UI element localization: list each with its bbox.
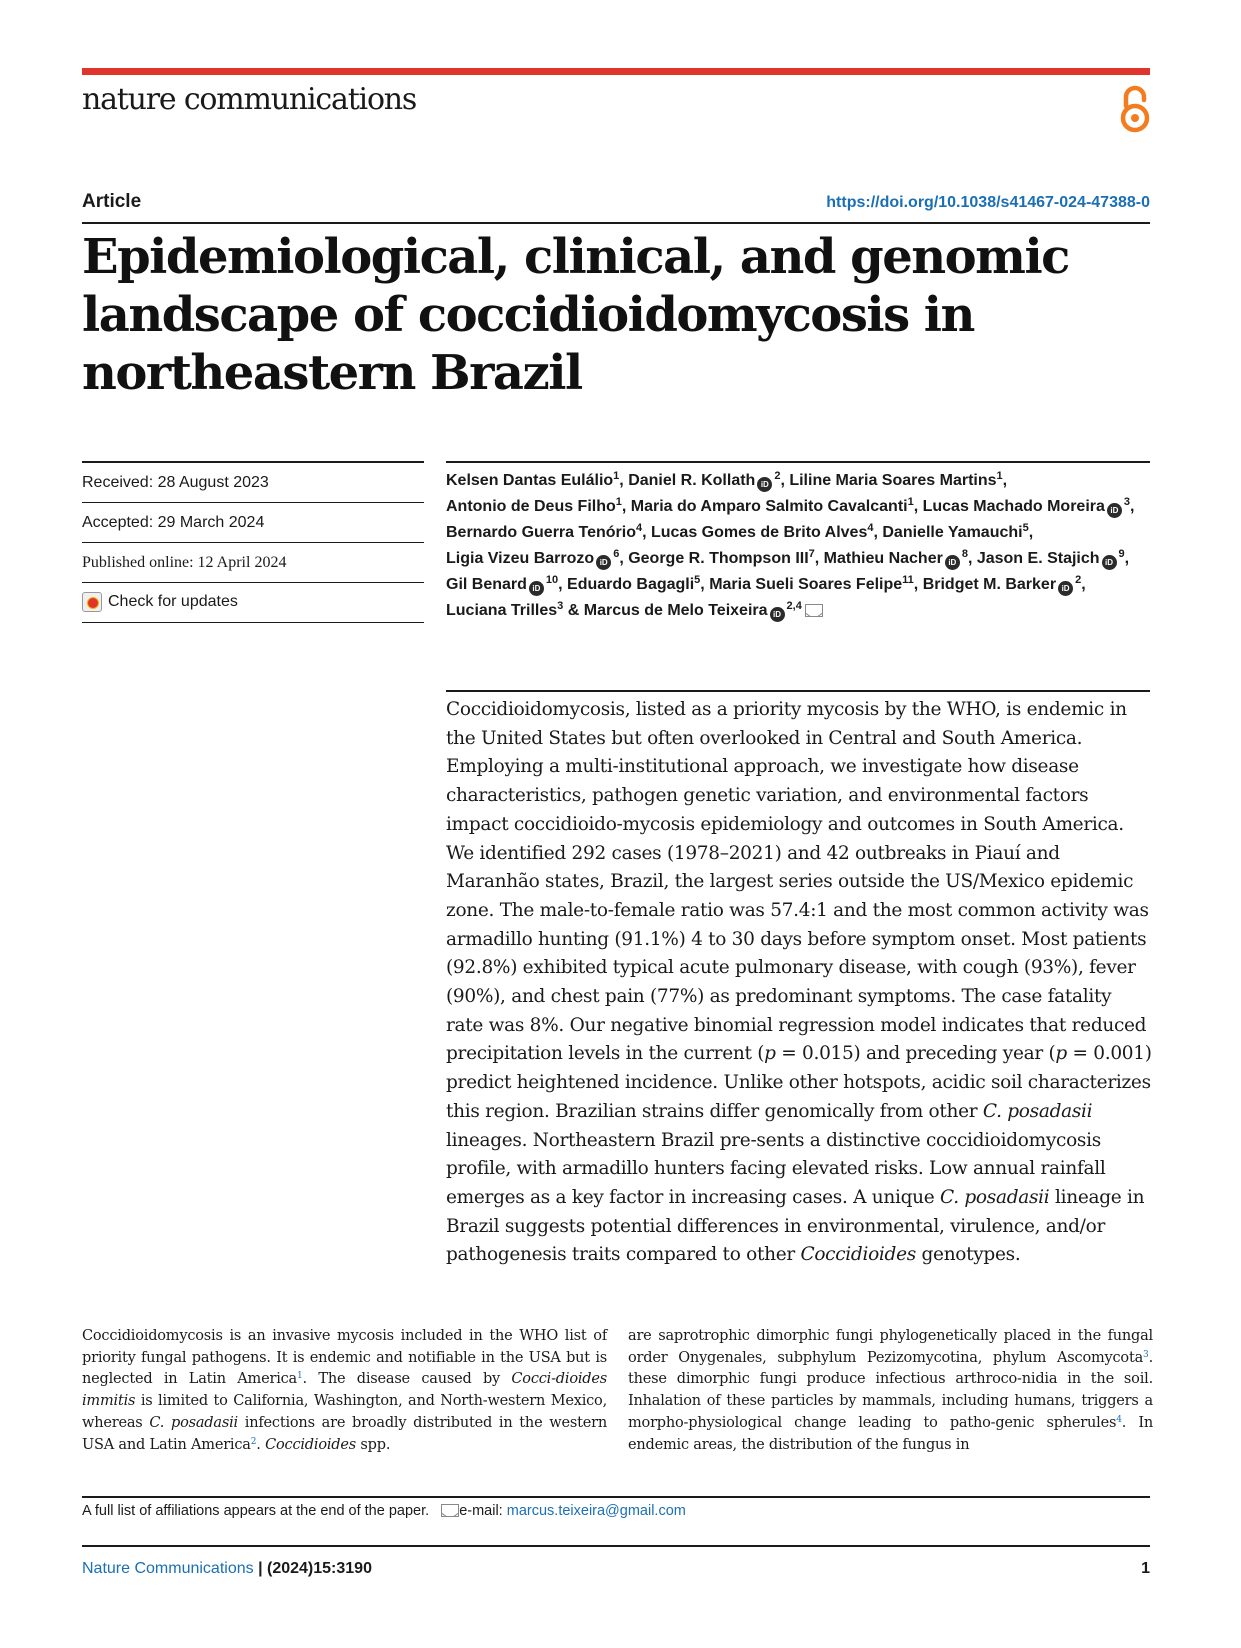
- author-name[interactable]: Lucas Gomes de Brito Alves$^4$: [650, 522, 874, 541]
- author-list: Kelsen Dantas Eulálio$^1$, Daniel R. Kollath $iD^2$, Liline Maria Soares Martins$^1$, Antonio de Deus Filho$^1$, Maria do Amparo Salmito Cavalcanti$^1$, Lucas Machado Moreira $iD^3$, Bernardo Guerra Tenório$^4$, Lucas Gomes de Brito Alves$^4$, Danielle Yamauchi$^5$, Ligia Vizeu Barrozo $iD^6$, George R. Thompson III$^7$, Mathieu Nacher $iD^8$, Jason E. Stajich $iD^9$, Gil Benard $iD^{10}$, Eduardo Bagagli$^5$, Maria Sueli Soares Felipe$^{11}$, Bridget M. Barker $iD^2$, Luciana Trilles$^3$ & Marcus de Melo Teixeira iD$^{2,4}$: [446, 468, 1156, 624]
- orcid-icon[interactable]: iD: [1102, 555, 1117, 570]
- author-name[interactable]: Marcus de Melo Teixeira iD$^{2,4}$: [584, 602, 823, 619]
- doi-link[interactable]: https://doi.org/10.1038/s41467-024-47388-0: [826, 194, 1150, 211]
- affiliation-number: 5: [694, 574, 701, 586]
- check-updates-icon: [82, 592, 102, 612]
- author-name[interactable]: Kelsen Dantas Eulálio$^1$: [446, 470, 620, 489]
- author-name[interactable]: Daniel R. Kollath $iD^2$: [628, 472, 780, 489]
- orcid-icon[interactable]: iD: [1107, 503, 1122, 518]
- mail-icon: [441, 1504, 459, 1517]
- orcid-icon[interactable]: iD: [1058, 581, 1073, 596]
- affiliation-number: 11: [902, 574, 914, 586]
- author-name[interactable]: Ligia Vizeu Barrozo $iD^6$: [446, 550, 619, 567]
- affiliation-number: 10: [545, 574, 559, 586]
- title-divider: [82, 222, 1150, 224]
- corresponding-email-link[interactable]: marcus.teixeira@gmail.com: [506, 1503, 686, 1519]
- affiliation-number: 4: [635, 522, 643, 534]
- article-dates: [82, 461, 424, 623]
- author-name[interactable]: Maria do Amparo Salmito Cavalcanti$^1$: [630, 496, 914, 515]
- open-access-icon: [1118, 84, 1152, 134]
- abstract: Coccidioidomycosis, listed as a priority mycosis by the WHO, is endemic in the United States but often overlooked in Central and South America. Employing a multi-institutional approach, we investigate how disease characteristics, pathogen genetic variation, and environmental factors impact coccidioido-mycosis epidemiology and outcomes in South America. We identified 292 cases (1978–2021) and 42 outbreaks in Piauí and Maranhão states, Brazil, the largest series outside the US/Mexico epidemic zone. The male-to-female ratio was 57.4:1 and the most common activity was armadillo hunting (91.1%) 4 to 30 days before symptom onset. Most patients (92.8%) exhibited typical acute pulmonary disease, with cough (93%), fever (90%), and chest pain (77%) as predominant symptoms. The case fatality rate was 8%. Our negative binomial regression model indicates that reduced precipitation levels in the current (p = 0.015) and preceding year (p = 0.001) predict heightened incidence. Unlike other hotspots, acidic soil characterizes this region. Brazilian strains differ genomically from other C. posadasii lineages. Northeastern Brazil pre-sents a distinctive coccidioidomycosis profile, with armadillo hunters facing elevated risks. Low annual rainfall emerges as a key factor in increasing cases. A unique C. posadasii lineage in Brazil suggests potential differences in environmental, virulence, and/or pathogenesis traits compared to other Coccidioides genotypes.: [446, 699, 1152, 1266]
- affiliation-number: 7: [808, 548, 815, 560]
- affiliation-number: 9: [1118, 548, 1125, 560]
- affiliation-number: 3: [557, 600, 564, 612]
- page-number: 1: [1141, 1560, 1150, 1577]
- author-name[interactable]: Danielle Yamauchi$^5$: [882, 522, 1029, 541]
- affiliation-number: 6: [613, 548, 620, 560]
- affiliation-number: 3: [1123, 496, 1131, 508]
- abstract-top-rule: [446, 690, 1150, 692]
- affiliation-number: 2: [1075, 574, 1082, 586]
- page-footer: [82, 1560, 372, 1578]
- affiliation-number: 1: [613, 470, 620, 482]
- published-date: Published online: 12 April 2024: [82, 543, 424, 583]
- body-text-column-right: are saprotrophic dimorphic fungi phylogenetically placed in the fungal order Onygenales, subphylum Pezizomycotina, phylum Ascomycota$^3$. these dimorphic fungi produce infectious arthroco-nidia in the soil. Inhalation of these particles by mammals, including humans, triggers a morpho-physiological change leading to patho-genic spherules$^4$. In endemic areas, the distribution of the fungus in: [628, 1328, 1153, 1453]
- received-date: Received: 28 August 2023: [82, 463, 424, 503]
- article-title: Epidemiological, clinical, and genomic landscape of coccidioidomycosis in northeastern Brazil: [82, 229, 1069, 401]
- affiliation-number: 1: [615, 496, 622, 508]
- footer-citation: | (2024)15:3190: [253, 1560, 372, 1577]
- affiliation-number: 5: [1022, 522, 1029, 534]
- orcid-icon[interactable]: iD: [596, 555, 611, 570]
- header-accent-bar: [82, 68, 1150, 75]
- orcid-icon[interactable]: iD: [529, 581, 544, 596]
- check-updates-button[interactable]: [82, 583, 424, 623]
- orcid-icon[interactable]: iD: [945, 555, 960, 570]
- author-name[interactable]: Eduardo Bagagli$^5$: [567, 574, 701, 593]
- footer-rule: [82, 1545, 1150, 1547]
- author-name[interactable]: Mathieu Nacher $iD^8$: [824, 550, 968, 567]
- author-name[interactable]: Maria Sueli Soares Felipe$^{11}$: [709, 574, 914, 593]
- author-name[interactable]: Antonio de Deus Filho$^1$: [446, 496, 622, 515]
- check-updates-label: Check for updates: [108, 593, 238, 610]
- affiliation-number: 2: [774, 470, 781, 482]
- author-name[interactable]: George R. Thompson III$^7$: [628, 548, 815, 567]
- article-type-label: Article: [82, 191, 142, 212]
- author-name[interactable]: Liline Maria Soares Martins$^1$: [789, 470, 1003, 489]
- affiliation-number: 4: [867, 522, 874, 534]
- authors-top-rule: [446, 461, 1150, 463]
- footer-journal-link[interactable]: Nature Communications: [82, 1560, 254, 1577]
- author-name[interactable]: Gil Benard $iD^{10}$: [446, 576, 558, 593]
- author-name[interactable]: Bridget M. Barker $iD^2$: [923, 576, 1082, 593]
- affiliations-text: A full list of affiliations appears at the end of the paper.: [82, 1503, 430, 1519]
- affiliations-note: [82, 1503, 686, 1519]
- author-name[interactable]: Luciana Trilles$^3$: [446, 600, 564, 619]
- affiliation-number: 1: [907, 496, 914, 508]
- journal-name: nature communications: [82, 82, 417, 117]
- affiliation-number: 8: [961, 548, 968, 560]
- email-label: e-mail:: [459, 1503, 507, 1519]
- body-text-column-left: Coccidioidomycosis is an invasive mycosis included in the WHO list of priority fungal pathogens. It is endemic and notifiable in the USA but is neglected in Latin America$^1$. The disease caused by Cocci-dioides immitis is limited to California, Washington, and North-western Mexico, whereas C. posadasii infections are broadly distributed in the western USA and Latin America$^2$. Coccidioides spp.: [82, 1328, 607, 1453]
- orcid-icon[interactable]: iD: [770, 607, 785, 622]
- orcid-icon[interactable]: iD: [757, 477, 772, 492]
- footnote-rule: [82, 1496, 1150, 1498]
- author-name[interactable]: Lucas Machado Moreira $iD^3$: [923, 498, 1130, 515]
- mail-icon[interactable]: [805, 604, 823, 617]
- accepted-date: Accepted: 29 March 2024: [82, 503, 424, 543]
- author-name[interactable]: Bernardo Guerra Tenório$^4$: [446, 522, 643, 541]
- author-name[interactable]: Jason E. Stajich $iD^9$: [977, 550, 1125, 567]
- affiliation-number: 2,4: [786, 600, 802, 612]
- affiliation-number: 1: [996, 470, 1003, 482]
